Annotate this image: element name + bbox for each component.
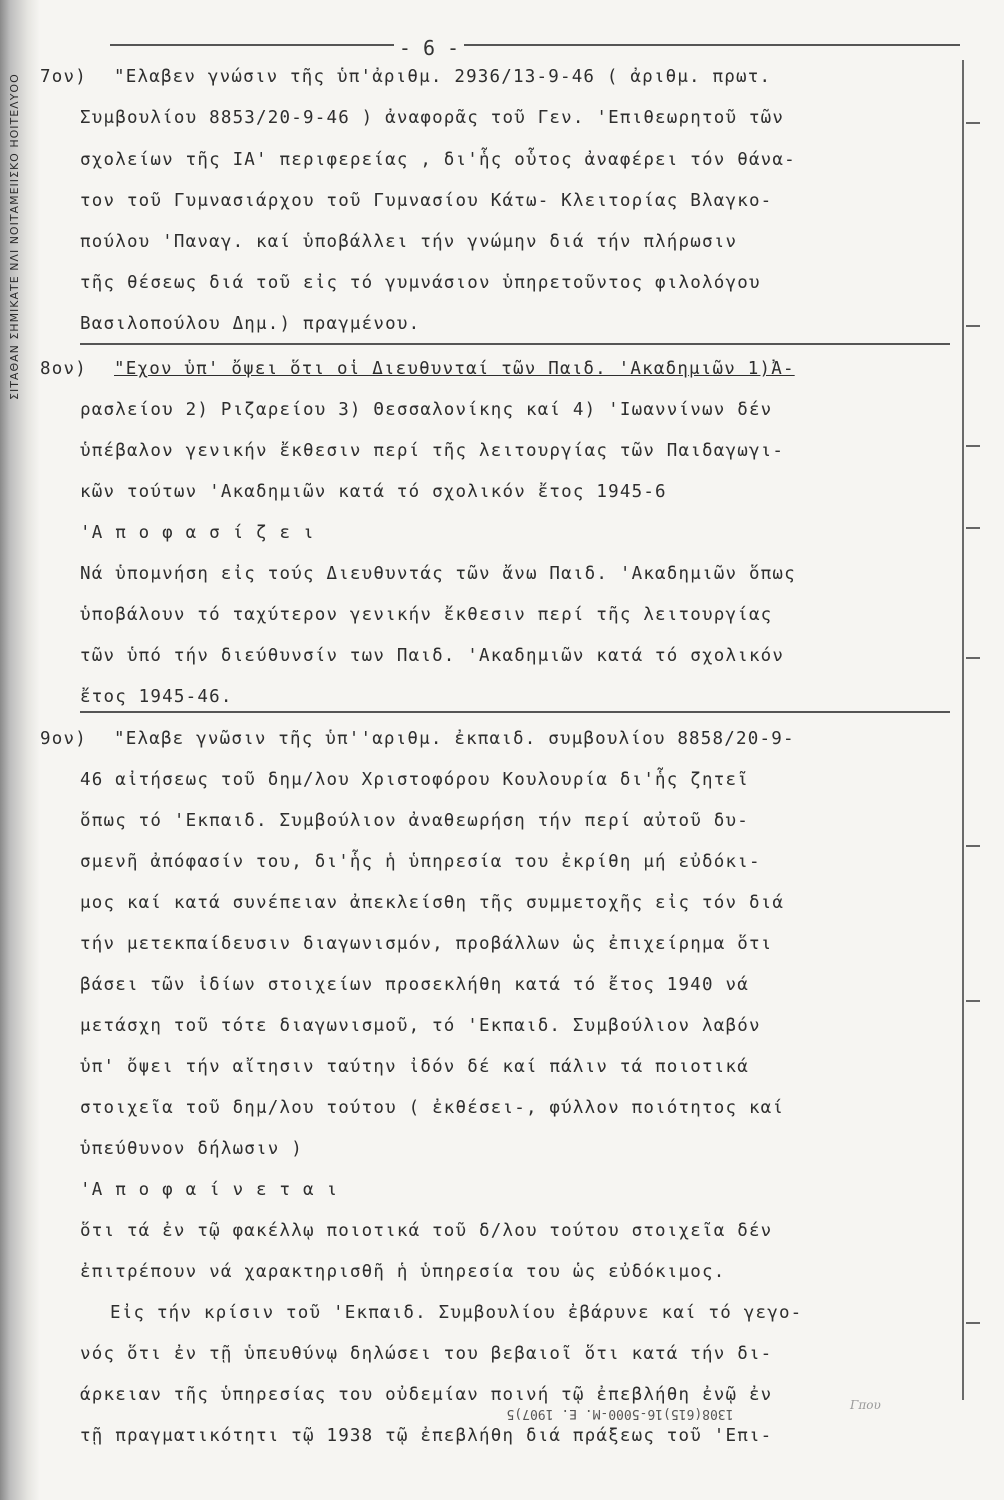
margin-tick xyxy=(966,1000,980,1002)
item-separator xyxy=(80,711,950,713)
item-8-decision-heading: 'Α π ο φ α σ ί ζ ε ι xyxy=(80,523,315,543)
item-9-line-1: 9ον) "Ελαβε γνῶσιν τῆς ὑπ''αριθμ. ἐκπαιδ. συμβουλίου 8858/20-9- xyxy=(40,722,795,756)
item-9-decision-line-3: Εἰς τήν κρίσιν τοῦ 'Εκπαιδ. Συμβουλίου ἐβάρυνε καί τό γεγο- xyxy=(110,1303,803,1323)
item-8-line-4: κῶν τούτων 'Ακαδημιῶν κατά τό σχολικόν ἔτος 1945-6 xyxy=(80,482,667,502)
item-7-line-4: τον τοῦ Γυμνασιάρχου τοῦ Γυμνασίου Κάτω- Κλειτορίας Βλαγκο- xyxy=(80,191,773,211)
item-9-line-11: ὑπεύθυνον δήλωσιν ) xyxy=(80,1139,303,1159)
item-9-line-3: ὅπως τό 'Εκπαιδ. Συμβούλιον ἀναθεωρήση τήν περί αὐτοῦ δυ- xyxy=(80,811,749,831)
page-number: - 6 - xyxy=(394,36,464,60)
item-9-decision-heading: 'Α π ο φ α ί ν ε τ α ι xyxy=(80,1180,339,1200)
item-8-decision-line-3: τῶν ὑπό τήν διεύθυνσίν των Παιδ. 'Ακαδημιῶν κατά τό σχολικόν xyxy=(80,646,785,666)
item-7-line-6: τῆς θέσεως διά τοῦ εἰς τό γυμνάσιον ὑπηρετοῦντος φιλολόγου xyxy=(80,273,761,293)
item-8-line-1: 8ον) "Εχον ὑπ' ὄψει ὅτι οἱ Διευθυνταί τῶν Παιδ. 'Ακαδημιῶν 1)Ἀ- xyxy=(40,352,795,386)
item-9-line-8: μετάσχη τοῦ τότε διαγωνισμοῦ, τό 'Εκπαιδ. Συμβούλιον λαβόν xyxy=(80,1016,761,1036)
item-7-line-1: 7ον) "Ελαβεν γνώσιν τῆς ὑπ'ἀριθμ. 2936/13-9-46 ( ἀριθμ. πρωτ. xyxy=(40,60,771,94)
margin-tick xyxy=(966,325,980,327)
item-8-decision-line-1: Νά ὑπομνήση εἰς τούς Διευθυντάς τῶν ἄνω Παιδ. 'Ακαδημιῶν ὅπως xyxy=(80,564,796,584)
item-9-line-5: μος καί κατά συνέπειαν ἀπεκλείσθη τῆς συμμετοχῆς εἰς τόν διά xyxy=(80,893,785,913)
margin-tick xyxy=(966,845,980,847)
item-9-line-7: βάσει τῶν ἰδίων στοιχείων προσεκλήθη κατά τό ἔτος 1940 νά xyxy=(80,975,749,995)
handwritten-mark: Γπου xyxy=(850,1398,881,1412)
item-7-line-3: σχολείων τῆς ΙΑ' περιφερείας , δι'ἧς οὗτος ἀναφέρει τόν θάνα- xyxy=(80,150,796,170)
item-7-line-7: Βασιλοπούλου Δημ.) πραγμένου. xyxy=(80,314,421,334)
item-8-decision-line-2: ὑποβάλουν τό ταχύτερον γενικήν ἔκθεσιν περί τῆς λειτουργίας xyxy=(80,605,773,625)
item-7-line-2: Συμβουλίου 8853/20-9-46 ) ἀναφορᾶς τοῦ Γεν. 'Επιθεωρητοῦ τῶν xyxy=(80,108,785,128)
item-9-decision-line-6: τῇ πραγματικότητι τῷ 1938 τῷ ἐπεβλήθη διά πράξεως τοῦ 'Επι- xyxy=(80,1426,773,1446)
right-margin-rule xyxy=(962,60,964,1400)
item-separator xyxy=(80,343,950,345)
item-8-decision-line-4: ἔτος 1945-46. xyxy=(80,687,233,707)
item-9-line-4: σμενῆ ἀπόφασίν του, δι'ἧς ἡ ὑπηρεσία του ἐκρίθη μή εὐδόκι- xyxy=(80,852,761,872)
margin-tick xyxy=(966,527,980,529)
item-9-number: 9ον) xyxy=(40,729,87,749)
top-rule xyxy=(110,44,960,46)
item-8-line-2: ρασλείου 2) Ριζαρείου 3) Θεσσαλονίκης καί 4) 'Ιωαννίνων δέν xyxy=(80,400,773,420)
item-9-decision-line-1: ὅτι τά ἐν τῷ φακέλλῳ ποιοτικά τοῦ δ/λου τούτου στοιχεῖα δέν xyxy=(80,1221,773,1241)
item-8-line-3: ὑπέβαλον γενικήν ἔκθεσιν περί τῆς λειτουργίας τῶν Παιδαγωγι- xyxy=(80,441,785,461)
archive-stamp: ΣΙΤΑΘΑΝ ΣΗΜΙΚΑΤΕ ΝΛΙ ΝΟΙΤΑΜΕΙΙΣΚΟ ΗΟΙΤΕΛΥΟΟ xyxy=(8,73,21,400)
margin-tick xyxy=(966,657,980,659)
margin-tick xyxy=(966,1322,980,1324)
margin-tick xyxy=(966,445,980,447)
item-7-number: 7ον) xyxy=(40,67,87,87)
item-8-number: 8ον) xyxy=(40,359,87,379)
item-9-decision-line-5: άρκειαν τῆς ὑπηρεσίας του οὐδεμίαν ποινή τῷ ἐπεβλήθη ἐνῷ ἐν xyxy=(80,1385,773,1405)
item-9-line-9: ὑπ' ὄψει τήν αἴτησιν ταύτην ἰδόν δέ καί πάλιν τά ποιοτικά xyxy=(80,1057,749,1077)
item-9-line-6: τήν μετεκπαίδευσιν διαγωνισμόν, προβάλλων ὡς ἐπιχείρημα ὅτι xyxy=(80,934,773,954)
item-7-line-5: πούλου 'Παναγ. καί ὑποβάλλει τήν γνώμην διά τήν πλήρωσιν xyxy=(80,232,738,252)
printer-footer: 1308(615)16-5000-Μ. Ε. 1907)5 xyxy=(506,1406,734,1421)
margin-tick xyxy=(966,122,980,124)
item-9-decision-line-4: νός ὅτι ἐν τῇ ὑπευθύνῳ δηλώσει του βεβαιοῖ ὅτι κατά τήν δι- xyxy=(80,1344,773,1364)
item-9-line-10: στοιχεῖα τοῦ δημ/λου τούτου ( ἐκθέσει-, φύλλον ποιότητος καί xyxy=(80,1098,785,1118)
binding-strip xyxy=(0,0,40,1500)
item-9-line-2: 46 αἰτήσεως τοῦ δημ/λου Χριστοφόρου Κουλουρία δι'ἧς ζητεῖ xyxy=(80,770,749,790)
item-9-decision-line-2: ἐπιτρέπουν νά χαρακτηρισθῆ ἡ ὑπηρεσία του ὡς εὐδόκιμος. xyxy=(80,1262,726,1282)
